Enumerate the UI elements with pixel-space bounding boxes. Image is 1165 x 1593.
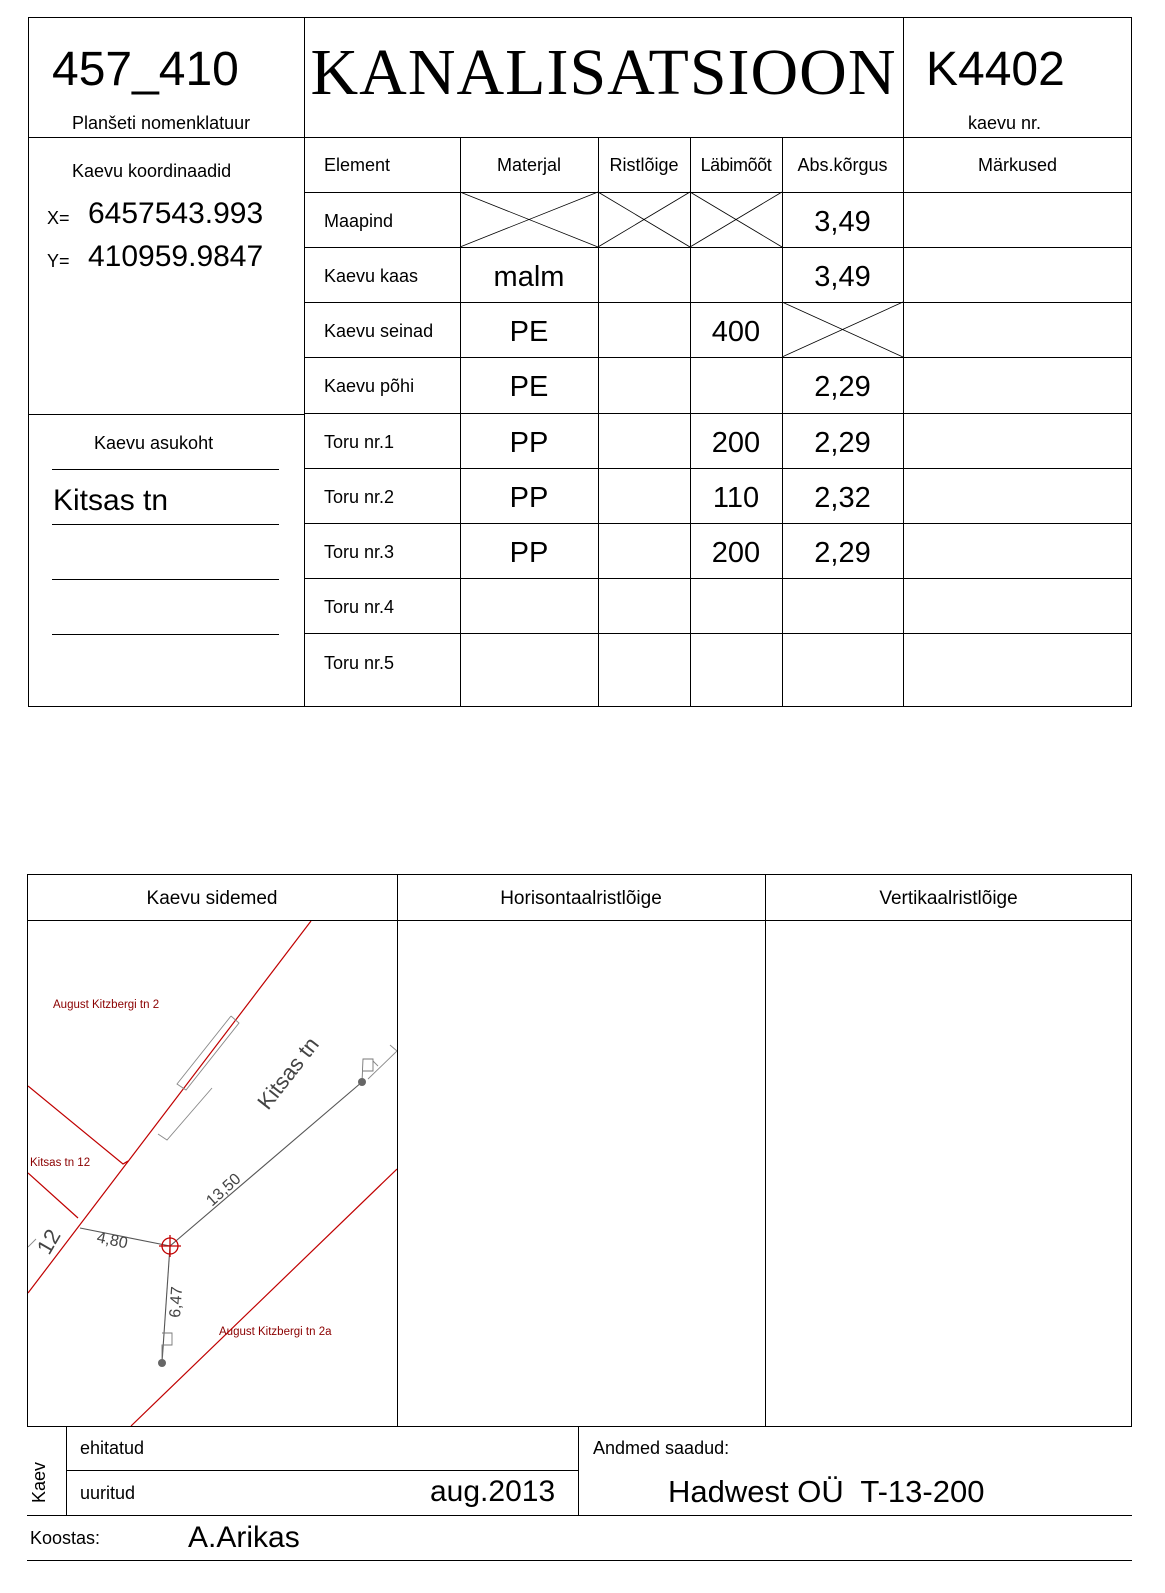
divider: [66, 1427, 67, 1515]
cell-abs-height: 3,49: [814, 261, 871, 293]
divider: [765, 874, 766, 1427]
data-source-value: Hadwest OÜ T-13-200: [668, 1474, 985, 1509]
coordinates-label: Kaevu koordinaadid: [72, 161, 232, 181]
cell-material: PP: [509, 427, 549, 459]
parcel-label-3: August Kitzbergi tn 2a: [219, 1326, 332, 1338]
cell-abs-height: 3,49: [814, 206, 871, 238]
well-number: K4402: [926, 43, 1065, 96]
cell-abs-height: 2,29: [814, 537, 871, 569]
dimension-label: 4,80: [95, 1229, 130, 1253]
manhole-symbol: [159, 1235, 181, 1257]
parcel-label-2: Kitsas tn 12: [30, 1157, 91, 1169]
parcel-boundary-line: [28, 1086, 128, 1164]
col-header-cross-section: Ristlõige: [609, 155, 679, 175]
cell-material: PP: [509, 537, 549, 569]
cell-material: malm: [493, 261, 565, 293]
location-label: Kaevu asukoht: [94, 433, 214, 453]
tie-point: [158, 1359, 166, 1367]
surveyed-label: uuritud: [80, 1483, 136, 1503]
well-ties-map: [28, 921, 397, 1426]
building-outline: [158, 1088, 212, 1140]
col-header-notes: Märkused: [977, 155, 1058, 175]
tie-point: [358, 1078, 366, 1086]
cell-diameter: 400: [711, 316, 761, 348]
col-header-element: Element: [324, 155, 391, 175]
col-header-diameter: Läbimõõt: [700, 155, 772, 175]
street-name-label: Kitsas tn: [252, 1032, 324, 1115]
y-value: 410959.9847: [88, 240, 264, 273]
row-label: Toru nr.1: [324, 432, 395, 452]
cell-abs-height: 2,32: [814, 482, 871, 514]
cell-abs-height: 2,29: [814, 427, 871, 459]
row-label: Toru nr.2: [324, 487, 395, 507]
cell-diameter: 110: [712, 482, 760, 514]
section-vertical-title: Vertikaalristlõige: [879, 888, 1018, 909]
x-label: X=: [47, 208, 70, 228]
compiled-by: A.Arikas: [188, 1521, 300, 1554]
col-header-abs-height: Abs.kõrgus: [797, 155, 888, 175]
dimension-label: 6,47: [167, 1286, 187, 1319]
col-header-material: Materjal: [496, 155, 562, 175]
y-label: Y=: [47, 251, 70, 271]
page-title: KANALISATSIOON: [310, 36, 897, 109]
not-applicable-marks: [0, 0, 1165, 720]
house-number-label: 12: [31, 1224, 66, 1259]
cell-diameter: 200: [711, 427, 761, 459]
cell-material: PE: [509, 371, 549, 403]
section-horizontal-title: Horisontaalristlõige: [500, 888, 662, 909]
parcel-label-1: August Kitzbergi tn 2: [53, 999, 160, 1011]
dimension-label: 13,50: [203, 1170, 245, 1210]
building-outline: [373, 1061, 378, 1066]
x-value: 6457543.993: [88, 197, 264, 230]
cell-material: PE: [509, 316, 549, 348]
section-ties-title: Kaevu sidemed: [146, 888, 278, 909]
row-label: Toru nr.5: [324, 653, 395, 673]
built-label: ehitatud: [80, 1438, 145, 1458]
row-label: Kaevu seinad: [324, 321, 434, 341]
compiled-label: Koostas:: [30, 1528, 101, 1548]
location-line-1: Kitsas tn: [53, 484, 169, 517]
divider: [27, 1515, 1132, 1516]
well-label: kaevu nr.: [968, 113, 1042, 133]
row-label: Toru nr.4: [324, 597, 395, 617]
cell-material: PP: [509, 482, 549, 514]
divider: [66, 1470, 578, 1471]
row-label: Toru nr.3: [324, 542, 395, 562]
cell-abs-height: 2,29: [814, 371, 871, 403]
divider: [578, 1427, 579, 1515]
sheet-number: 457_410: [52, 43, 239, 96]
row-label: Kaevu põhi: [324, 376, 415, 396]
cell-diameter: 200: [711, 537, 761, 569]
divider: [27, 1560, 1132, 1561]
surveyed-date: aug.2013: [430, 1475, 556, 1508]
well-side-label: Kaev: [29, 1461, 49, 1503]
row-label: Maapind: [324, 211, 394, 231]
building-outline: [368, 1045, 397, 1079]
divider: [397, 874, 398, 1427]
row-label: Kaevu kaas: [324, 266, 419, 286]
parcel-boundary-line: [28, 1173, 78, 1218]
sheet-label: Planšeti nomenklatuur: [72, 113, 251, 133]
data-source-label: Andmed saadud:: [593, 1438, 730, 1458]
